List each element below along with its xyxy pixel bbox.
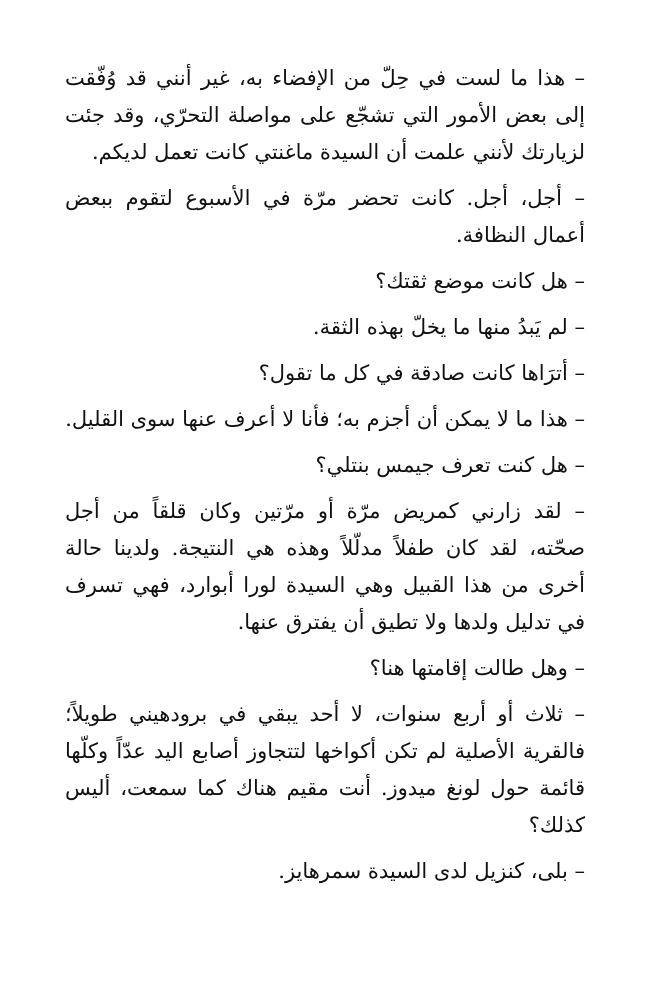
dialogue-paragraph: – هل كانت موضع ثقتك؟ [375,269,585,293]
dialogue-paragraph: – بلى، كنزيل لدى السيدة سمرهايز. [278,859,585,883]
dialogue-paragraph: – أترَاها كانت صادقة في كل ما تقول؟ [258,361,585,385]
dialogue-paragraph: – هذا ما لست في حِلّ من الإفضاء به، غير أنني قد وُفّقت إلى بعض الأمور التي تشجّع على مواصلة التحرّي، وقد جئت لزيارتك لأنني علمت أن السيدة ماغنتي كانت تعمل لديكم. [65,66,585,164]
dialogue-paragraph: – وهل طالت إقامتها هنا؟ [369,656,585,680]
dialogue-paragraph: – هذا ما لا يمكن أن أجزم به؛ فأنا لا أعرف عنها سوى القليل. [65,407,585,431]
book-page-text [65,60,585,899]
dialogue-paragraph: – لم يَبدُ منها ما يخلّ بهذه الثقة. [312,315,585,339]
dialogue-paragraph: – أجل، أجل. كانت تحضر مرّة في الأسبوع لتقوم ببعض أعمال النظافة. [65,186,585,247]
dialogue-paragraph: – ثلاث أو أربع سنوات، لا أحد يبقي في برودهيني طويلاً؛ فالقرية الأصلية لم تكن أكواخها لتتجاوز أصابع اليد عدّاً وكلّها قائمة حول لونغ ميدوز. أنت مقيم هناك كما سمعت، أليس كذلك؟ [65,702,585,837]
dialogue-paragraph: – لقد زارني كمريض مرّة أو مرّتين وكان قلقاً من أجل صحّته، لقد كان طفلاً مدلّلاً وهذه هي النتيجة. ولدينا حالة أخرى من هذا القبيل وهي السيدة لورا أبوارد، فهي تسرف في تدليل ولدها ولا تطيق أن يفترق عنها. [65,499,585,634]
dialogue-paragraph: – هل كنت تعرف جيمس بنتلي؟ [315,453,585,477]
